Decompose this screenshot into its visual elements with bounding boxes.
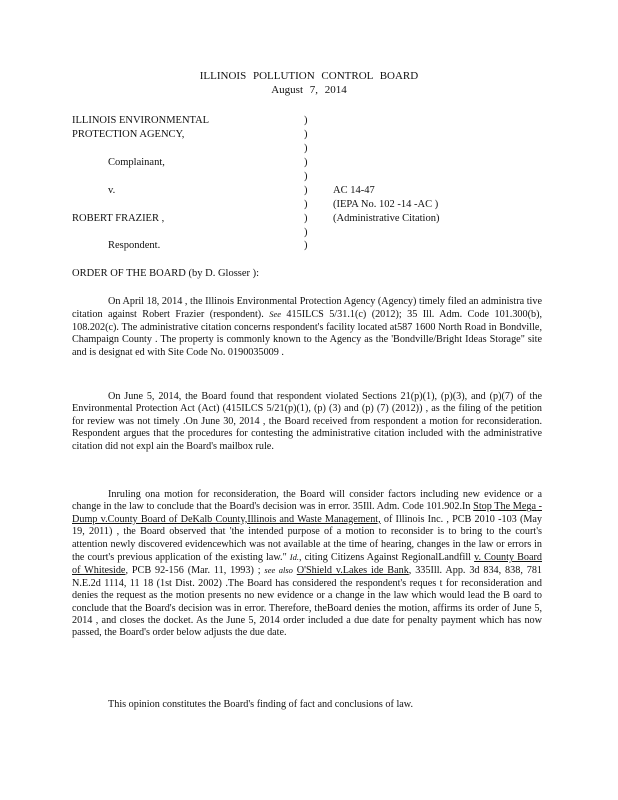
case-citation: v. County Board of Whiteside [72, 552, 543, 577]
iepa-number: (IEPA No. 102 -14 -AC ) [333, 199, 439, 210]
order-heading: ORDER OF THE BOARD (by D. Glosser ): [72, 268, 260, 279]
paragraph-3 [72, 489, 542, 640]
case-number: AC 14-47 [333, 185, 375, 196]
board-name: ILLINOIS POLLUTION CONTROL BOARD [199, 70, 419, 82]
caption-paren: ) [304, 199, 308, 210]
caption-paren: ) [304, 115, 308, 126]
paragraph-2-text: On June 5, 2014, the Board found that respondent violated Sections 21(p)(1), (p)(3), and (p)(7) of the Environmental Protection Act (Act) (415ILCS 5/21(p)(1), (p) (3) and (p) (7) (2012)) , as the filing of the petition for review was not timely .On June 30, 2014 , the Board received from respondent a motion for reconsideration. Respondent argues that the procedures for contesting the administrative citation included with the administrative citation did not expl ain the Board's mailbox rule. [72, 391, 542, 452]
paragraph-1-text: On April 18, 2014 , the Illinois Environmental Protection Agency (Agency) timely filed an administra tive citation against Robert Frazier (respondent). [72, 296, 542, 321]
paragraph-3-text: of Illinois Inc. , PCB 2010 -103 (May 19, 2011) , the Board observed that 'the intended purpose of a motion to reconsider is to bring to the court's attention newly discovered evidencewhich was not available at the time of hearing, changes in the law or errors in the court's previous application of the existing law." [72, 513, 543, 564]
paragraph-4 [72, 699, 542, 711]
see-also-signal: see also [264, 565, 293, 576]
paragraph-1-citation: 415ILCS 5/31.1(c) (2012); 35 Ill. Adm. Code 101.300(b), 108.202(c). The administrative citation concerns respondent's facility located at587 1600 North Road in Bondville, Champaign County . The property is commonly known to the Agency as the 'Bondville/Bright Ideas Storage" site and is designat ed with Site Code No. 0190035009 . [72, 309, 543, 358]
paragraph-3-text: Inruling ona motion for reconsideration, the Board will consider factors including new evidence or a change in the law to conclude that the Board's decision was in error. 35Ill. Adm. Code 101.902.In [72, 489, 542, 513]
respondent-name: ROBERT FRAZIER , [72, 213, 165, 224]
caption-paren: ) [304, 240, 308, 251]
paragraph-3-text: , citing Citizens Against RegionalLandfill [299, 552, 472, 564]
caption-paren: ) [304, 171, 308, 182]
paragraph-4-text: This opinion constitutes the Board's finding of fact and conclusions of law. [108, 699, 414, 710]
id-signal: Id. [289, 552, 299, 563]
paragraph-3-text: , PCB 92-156 (Mar. 11, 1993) ; [125, 565, 261, 577]
paragraph-2 [72, 391, 542, 453]
order-date: August 7, 2014 [271, 84, 347, 96]
caption-paren: ) [304, 227, 308, 238]
caption-paren: ) [304, 129, 308, 140]
see-signal: See [269, 309, 281, 320]
respondent-role: Respondent. [108, 240, 161, 251]
caption-paren: ) [304, 185, 308, 196]
paragraph-3-text: , 335Ill. App. 3d 834, 838, 781 N.E.2d 1114, 11 18 (1st Dist. 2002) .The Board has considered the respondent's reques t for reconsideration and denies the request as the motion presents no new evidence or a change in the law which would lead the B oard to conclude that the Board's decision was in error. Therefore, theBoard denies the motion, affirms its order of June 5, 2014 , and closes the docket. As the June 5, 2014 order included a due date for penalty payment which has now passed, the Board's order below adjusts the due date. [72, 565, 543, 639]
versus: v. [108, 185, 116, 196]
case-type: (Administrative Citation) [333, 213, 440, 224]
caption-paren: ) [304, 143, 308, 154]
caption-paren: ) [304, 157, 308, 168]
caption-paren: ) [304, 213, 308, 224]
case-citation: O'Shield v.Lakes ide Bank [296, 565, 409, 577]
complainant-name-line2: PROTECTION AGENCY, [72, 129, 185, 140]
complainant-role: Complainant, [108, 157, 165, 168]
paragraph-1 [72, 296, 542, 359]
case-citation: Stop The Mega -Dump v.County Board of DeKalb County,Illinois and Waste Management, [72, 501, 542, 525]
complainant-name-line1: ILLINOIS ENVIRONMENTAL [72, 115, 210, 126]
